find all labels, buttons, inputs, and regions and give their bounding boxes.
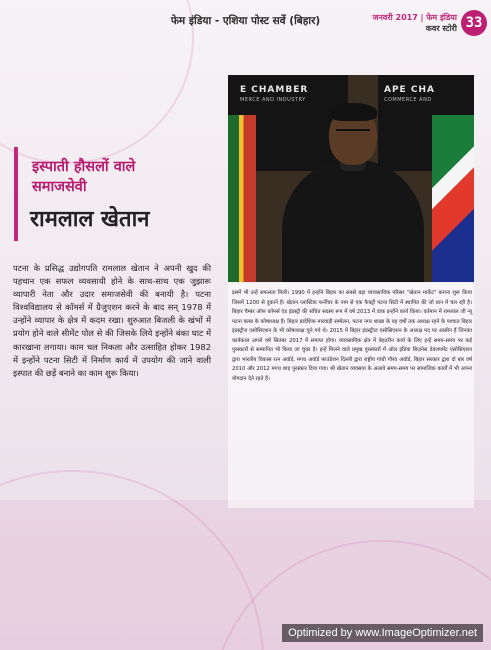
flag-right bbox=[432, 115, 474, 282]
article-subtitle bbox=[32, 157, 135, 197]
banner-left-text: E CHAMBER bbox=[240, 85, 309, 95]
page-header-right bbox=[373, 10, 487, 36]
flag-left bbox=[228, 115, 256, 282]
title-accent-bar bbox=[14, 147, 18, 241]
person-glasses bbox=[336, 129, 370, 137]
page-number-badge: 33 bbox=[461, 10, 487, 36]
page-header-title: फेम इंडिया - एशिया पोस्ट सर्वे (बिहार) bbox=[170, 15, 321, 27]
article-left-column: पटना के प्रसिद्ध उद्योगपति रामलाल खेतान ने अपनी खुद की पहचान एक सफल व्यवसायी होने के साथ-साथ एक जुझारू व्यापारी नेता और उदार समाजसेवी की बनायी है। पटना विश्वविद्यालय से कॉमर्स में ग्रैजुएशन करने के बाद सन् 1978 में उन्होंने व्यापार के क्षेत्र में कदम रखा। शुरुआत बिजली के खंभों में प्रयोग होने वाले सीमेंट पोल से की जिसके लिये इन्होंने बंका घाट में कारखाना लगाया। काम चल निकला और उत्साहित होकर 1982 में इन्होंने पटना सिटी में निर्माण कार्य में उपयोग की जाने वाली इस्पात की छड़ें बनाने का काम शुरू किया। bbox=[13, 263, 211, 378]
banner-right-text: APE CHA bbox=[384, 85, 435, 95]
header-meta bbox=[373, 12, 457, 34]
banner-right-subtext: COMMERCE AND bbox=[384, 97, 432, 103]
person-suit bbox=[282, 159, 424, 282]
person-hair bbox=[329, 103, 377, 121]
banner-left-subtext: MERCE AND INDUSTRY bbox=[240, 97, 306, 103]
section-name: कवर स्टोरी bbox=[425, 24, 457, 33]
article-title-name: रामलाल खेतान bbox=[30, 207, 150, 232]
subtitle-line-1: इस्पाती हौसलों वाले bbox=[32, 159, 136, 175]
issue-date: जनवरी 2017 | फेम इंडिया bbox=[372, 13, 457, 22]
article-right-column: इसमें भी उन्हें सफलता मिली। 1990 में इन्होंने बिहार का सबसे बड़ा व्यावसायिक परिसर "खेतान मार्केट" बनाना शुरू किया जिसमें 1200 से दुकानें हैं। खेतान प्लास्टिक फर्नीचर के नाम से एक फैक्ट्री पटना सिटी में स्थापित की जो प्रान में चल रही है। बिहार चैम्बर ऑफ कॉमर्स एंड इंडस्ट्री की संचित सदस्य रूप में वर्ष 2013 में डाक इन्होंने कार्य किया। वर्तमान में रामलाल जी न्यू पटना क्लब के कोषाध्यक्ष हैं। बिहार प्रादेशिक मारवाड़ी सम्मेलन, पटना नगर शाखा के वह वर्षों तक अध्यक्ष रहने के पश्चात बिहार इंडस्ट्रीज एसोसिएशन के भी कोषाध्यक्ष चुने गये थे। 2015 में बिहार इंडस्ट्रीज एसोसिएशन के अध्यक्ष पद पर आसीन हैं जिनका कार्यकाल अगले वर्ष सितंबर 2017 में समाप्त होगा। व्यावसायिक क्षेत्र में बेहतरीन कार्य के लिए इन्हें समय-समय पर कई पुरस्कारों से सम्मानित भी किया जा चुका है। इन्हें मिलने वाले प्रमुख पुरस्कारों में ऑल इंडिया बिज़नेस डेवलपमेंट एसोसिएशन द्वारा भारतीय विकास रत्न अवॉर्ड, मगध अवॉर्ड फाउंडेशन दिल्ली द्वारा राष्ट्रीय गांधी गौरव अवॉर्ड, बिहार सरकार द्वारा दो बार वर्ष 2010 और 2012 मगध शाह पुरस्कार दिया गया। श्री खेतान व्यवसाय के अलावे समय-समय पर सामाजिक कार्यों में भी अपना योगदान देते रहते हैं। bbox=[232, 290, 472, 382]
optimizer-watermark: Optimized by www.ImageOptimizer.net bbox=[282, 624, 483, 642]
portrait-photo bbox=[228, 75, 474, 282]
article-title-block bbox=[14, 147, 184, 241]
subtitle-line-2: समाजसेवी bbox=[32, 179, 87, 195]
